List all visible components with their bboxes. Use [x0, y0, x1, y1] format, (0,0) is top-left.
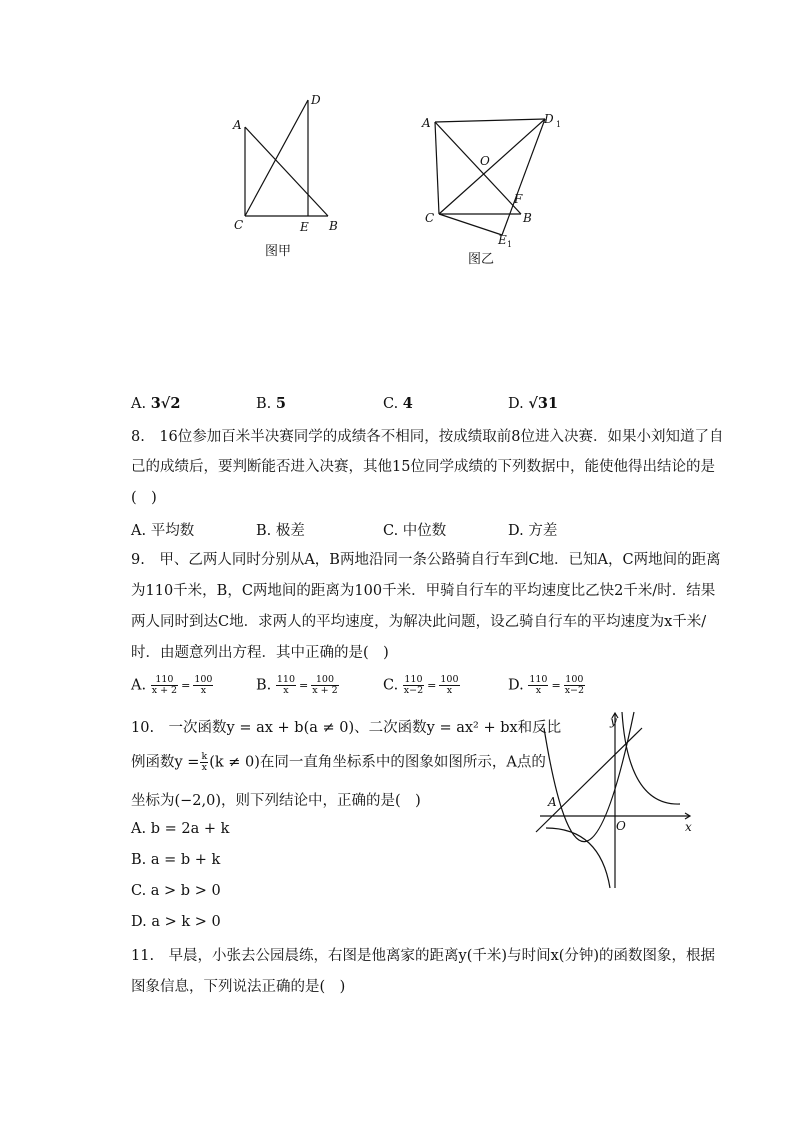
label-a: A: [233, 118, 242, 132]
q8-option-c: C. 中位数: [383, 523, 447, 539]
label-f: F: [514, 192, 523, 206]
q9-option-d: D. $\frac{110}{x}$ = $\frac{100}{x-2}$: [508, 674, 585, 696]
q7-option-b: [256, 395, 286, 412]
label-d: D: [544, 112, 554, 126]
q8-option-d: D. 方差: [508, 523, 558, 539]
q10-line-1: 10. 一次函数y = ax + b(a ≠ 0)、二次函数y = ax² + bx和反比: [131, 720, 562, 736]
hyperbola-branch-lower: [546, 828, 610, 888]
q9-option-b-letter: B.: [256, 677, 272, 694]
label-b: B: [523, 211, 532, 225]
label-e-sub: 1: [507, 240, 513, 249]
q9-a-fraction-left: $\frac{110}{x + 2}$: [151, 674, 178, 696]
q10-option-d: D. a > k > 0: [131, 914, 221, 930]
q10-line-2-pre: 例函数y =: [131, 754, 200, 771]
q9-c-fraction-right: $\frac{100}{x}$: [440, 674, 459, 696]
q10-function-graph: [530, 708, 700, 893]
q9-line-4: 时．由题意列出方程．其中正确的是( ): [131, 645, 389, 661]
q10-line-2-post: (k ≠ 0)在同一直角坐标系中的图象如图所示，A点的: [209, 754, 546, 771]
q10-line-3: 坐标为(−2,0)，则下列结论中，正确的是( ): [131, 793, 421, 809]
label-c: C: [234, 218, 244, 232]
q7-option-c-letter: C.: [383, 396, 399, 412]
q9-b-fraction-left: $\frac{110}{x}$: [276, 674, 296, 696]
label-d: D: [311, 93, 321, 107]
q7-option-c-text: 4: [402, 395, 413, 412]
graph-label-y: y: [610, 714, 617, 728]
segment-d1c: [439, 119, 545, 214]
q11-line-2: 图象信息，下列说法正确的是( ): [131, 979, 346, 995]
q8-line-1: 8. 16位参加百米半决赛同学的成绩各不相同，按成绩取前8位进入决赛．如果小刘知道了自: [131, 429, 724, 445]
q7-option-d-text: √31: [528, 395, 559, 412]
q7-option-b-text: 5: [275, 395, 286, 412]
label-d-sub: 1: [556, 120, 562, 129]
figure-jia-caption: 图甲: [265, 244, 292, 259]
q9-line-3: 两人同时到达C地．求两人的平均速度，为解决此问题，设乙骑自行车的平均速度为x千米/: [131, 614, 707, 630]
q10-option-a: A. b = 2a + k: [131, 821, 230, 837]
label-e: E: [498, 233, 507, 247]
q10-k-over-x: $\frac{k}{x}$: [201, 751, 208, 773]
q9-option-a: A. $\frac{110}{x + 2}$ = $\frac{100}{x}$: [131, 674, 213, 696]
q9-d-fraction-right: $\frac{100}{x-2}$: [564, 674, 585, 696]
q8-line-3: ( ): [131, 490, 157, 506]
graph-label-x: x: [685, 820, 692, 834]
label-b: B: [329, 219, 338, 233]
segment-ce1: [439, 214, 502, 235]
q7-option-c: [383, 395, 413, 412]
q9-a-fraction-right: $\frac{100}{x}$: [194, 674, 213, 696]
segment-dc: [245, 100, 308, 216]
q9-option-a-letter: A.: [131, 677, 147, 694]
graph-label-a: A: [548, 795, 557, 809]
segment-ad1: [435, 119, 545, 122]
label-e: E: [300, 220, 309, 234]
q9-option-c: C. $\frac{110}{x-2}$ = $\frac{100}{x}$: [383, 674, 459, 696]
q9-c-fraction-left: $\frac{110}{x-2}$: [403, 674, 424, 696]
q7-option-a: [131, 395, 180, 412]
q9-b-fraction-right: $\frac{100}{x + 2}$: [312, 674, 338, 696]
label-o: O: [480, 154, 490, 168]
q7-option-d-letter: D.: [508, 396, 524, 412]
label-a: A: [422, 116, 431, 130]
q9-line-1: 9. 甲、乙两人同时分别从A，B两地沿同一条公路骑自行车到C地．已知A，C两地间的距离: [131, 552, 721, 568]
q7-option-a-text: 3√2: [150, 395, 181, 412]
q8-line-2: 己的成绩后，要判断能否进入决赛，其他15位同学成绩的下列数据中，能使他得出结论的是: [131, 459, 715, 475]
q8-option-b: B. 极差: [256, 523, 305, 539]
q10-line-2: [131, 752, 546, 773]
segment-ab: [435, 122, 521, 214]
q9-option-c-letter: C.: [383, 677, 399, 694]
graph-label-o: O: [616, 819, 626, 833]
q10-option-b: B. a = b + k: [131, 852, 221, 868]
q7-option-b-letter: B.: [256, 396, 272, 412]
figure-yi: [418, 108, 568, 258]
q9-option-d-letter: D.: [508, 677, 524, 694]
q11-line-1: 11. 早晨，小张去公园晨练，右图是他离家的距离y(千米)与时间x(分钟)的函数图象，根据: [131, 948, 716, 964]
q10-option-c: C. a > b > 0: [131, 883, 221, 899]
figure-yi-caption: 图乙: [468, 252, 495, 267]
q9-option-b: B. $\frac{110}{x}$ = $\frac{100}{x + 2}$: [256, 674, 338, 696]
figure-jia: [225, 90, 350, 260]
segment-ac: [435, 122, 439, 214]
label-c: C: [425, 211, 435, 225]
q9-line-2: 为110千米，B，C两地间的距离为100千米．甲骑自行车的平均速度比乙快2千米/时．结果: [131, 583, 716, 599]
q7-option-d: [508, 395, 558, 412]
q8-option-a: A. 平均数: [131, 523, 195, 539]
q9-d-fraction-left: $\frac{110}{x}$: [529, 674, 548, 696]
q7-option-a-letter: A.: [131, 396, 147, 412]
